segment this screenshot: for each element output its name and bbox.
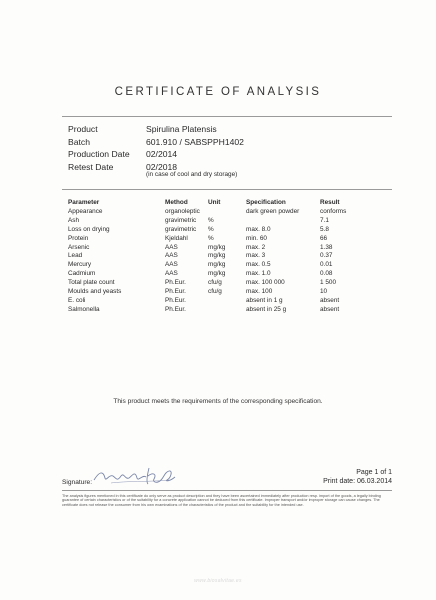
cell-specification: absent in 1 g	[246, 296, 283, 304]
cell-unit: %	[208, 234, 214, 242]
cell-method: Ph.Eur.	[165, 279, 186, 287]
cell-specification: absent in 25 g	[246, 305, 287, 313]
cell-parameter: Loss on drying	[68, 225, 110, 233]
cell-parameter: Ash	[68, 216, 80, 224]
header-result: Result	[320, 199, 340, 206]
cell-method: AAS	[165, 252, 178, 260]
cell-result: 0.08	[320, 270, 333, 278]
info-row-production-date	[68, 148, 388, 161]
cell-parameter: E. coli	[68, 296, 86, 304]
cell-specification: max. 100	[246, 287, 273, 295]
cell-method: Ph.Eur.	[165, 305, 186, 313]
cell-parameter: Total plate count	[68, 279, 115, 287]
cell-method: organoleptic	[165, 207, 200, 215]
table-row	[68, 260, 398, 269]
cell-specification: max. 0.5	[246, 261, 271, 269]
cell-unit: mg/kg	[208, 270, 226, 278]
table-row	[68, 296, 398, 305]
divider-table	[62, 189, 392, 190]
cell-result: absent	[320, 296, 340, 304]
cell-specification: dark green powder	[246, 207, 300, 215]
page-number: Page 1 of 1	[356, 469, 392, 476]
info-value: 02/2014	[146, 149, 178, 160]
table-row	[68, 278, 398, 287]
cell-specification: max. 1.0	[246, 270, 271, 278]
cell-unit: mg/kg	[208, 261, 226, 269]
info-label: Retest Date	[68, 161, 114, 172]
cell-parameter: Cadmium	[68, 270, 96, 278]
cell-parameter: Arsenic	[68, 243, 90, 251]
info-value: Spirulina Platensis	[146, 124, 217, 135]
divider-top	[62, 116, 392, 117]
cell-result: absent	[320, 305, 340, 313]
cell-result: 7.1	[320, 216, 329, 224]
cell-unit: %	[208, 216, 214, 224]
table-row	[68, 243, 398, 252]
signature-label: Signature:	[62, 479, 93, 486]
cell-method: AAS	[165, 270, 178, 278]
cell-method: Ph.Eur.	[165, 287, 186, 295]
cell-unit: cfu/g	[208, 279, 222, 287]
cell-method: gravimetric	[165, 216, 197, 224]
signature-image	[91, 462, 181, 490]
table-row	[68, 305, 398, 314]
table-body	[68, 207, 398, 314]
cell-parameter: Appearance	[68, 207, 103, 215]
cell-method: AAS	[165, 243, 178, 251]
cell-method: Kjeldahl	[165, 234, 188, 242]
cell-parameter: Lead	[68, 252, 83, 260]
cell-result: 1.38	[320, 243, 333, 251]
cell-result: 0.01	[320, 261, 333, 269]
cell-unit: mg/kg	[208, 243, 226, 251]
table-row	[68, 251, 398, 260]
cell-parameter: Moulds and yeasts	[68, 287, 122, 295]
retest-note: (in case of cool and dry storage)	[146, 171, 238, 178]
cell-specification: max. 100 000	[246, 279, 285, 287]
cell-result: 5.8	[320, 225, 329, 233]
table-row	[68, 216, 398, 225]
header-unit: Unit	[208, 199, 221, 206]
document-title: CERTIFICATE OF ANALYSIS	[114, 86, 322, 98]
cell-unit: %	[208, 225, 214, 233]
cell-method: AAS	[165, 261, 178, 269]
table-row	[68, 287, 398, 296]
cell-specification: max. 3	[246, 252, 266, 260]
cell-parameter: Protein	[68, 234, 89, 242]
info-value: 02/2018	[146, 161, 178, 172]
info-row-product	[68, 123, 388, 136]
cell-result: 10	[320, 287, 328, 295]
info-row-batch	[68, 136, 388, 149]
cell-unit: mg/kg	[208, 252, 226, 260]
cell-result: conforms	[320, 207, 347, 215]
watermark: www.biosalvitae.es	[194, 578, 242, 584]
table-row	[68, 207, 398, 216]
cell-method: Ph.Eur.	[165, 296, 186, 304]
info-label: Batch	[68, 136, 90, 147]
table-row	[68, 225, 398, 234]
table-row	[68, 234, 398, 243]
cell-specification: min. 60	[246, 234, 267, 242]
cell-parameter: Mercury	[68, 261, 92, 269]
cell-parameter: Salmonella	[68, 305, 100, 313]
cell-unit: cfu/g	[208, 287, 222, 295]
cell-result: 0.37	[320, 252, 333, 260]
header-method: Method	[165, 199, 188, 206]
info-label: Product	[68, 124, 98, 135]
disclaimer-text: The analysis figures mentioned in this certificate do only serve as product description and they have been ascertained immediately after production resp. import of the goods, a legally binding guarantee of certain characteristics or of the suitability for a concrete application cannot be deduced from this certificate. Improper transport and/or improper storage can cause changes. The certificate does not release the consumer from his own examinations of the characteristics of the product and the suitability for the intended use.	[62, 494, 381, 507]
cell-method: gravimetric	[165, 225, 197, 233]
table-header	[68, 198, 398, 207]
print-date: Print date: 06.03.2014	[323, 478, 392, 485]
info-value: 601.910 / SABSPPH1402	[146, 136, 244, 147]
divider-footer	[62, 490, 392, 491]
cell-specification: max. 8.0	[246, 225, 271, 233]
header-specification: Specification	[246, 199, 286, 206]
conformity-statement: This product meets the requirements of the corresponding specification.	[113, 398, 323, 405]
info-label: Production Date	[68, 149, 130, 160]
cell-result: 66	[320, 234, 328, 242]
analysis-table	[68, 198, 398, 314]
table-row	[68, 269, 398, 278]
product-info	[68, 123, 388, 178]
header-parameter: Parameter	[68, 199, 100, 206]
cell-specification: max. 2	[246, 243, 266, 251]
cell-result: 1 500	[320, 279, 336, 287]
